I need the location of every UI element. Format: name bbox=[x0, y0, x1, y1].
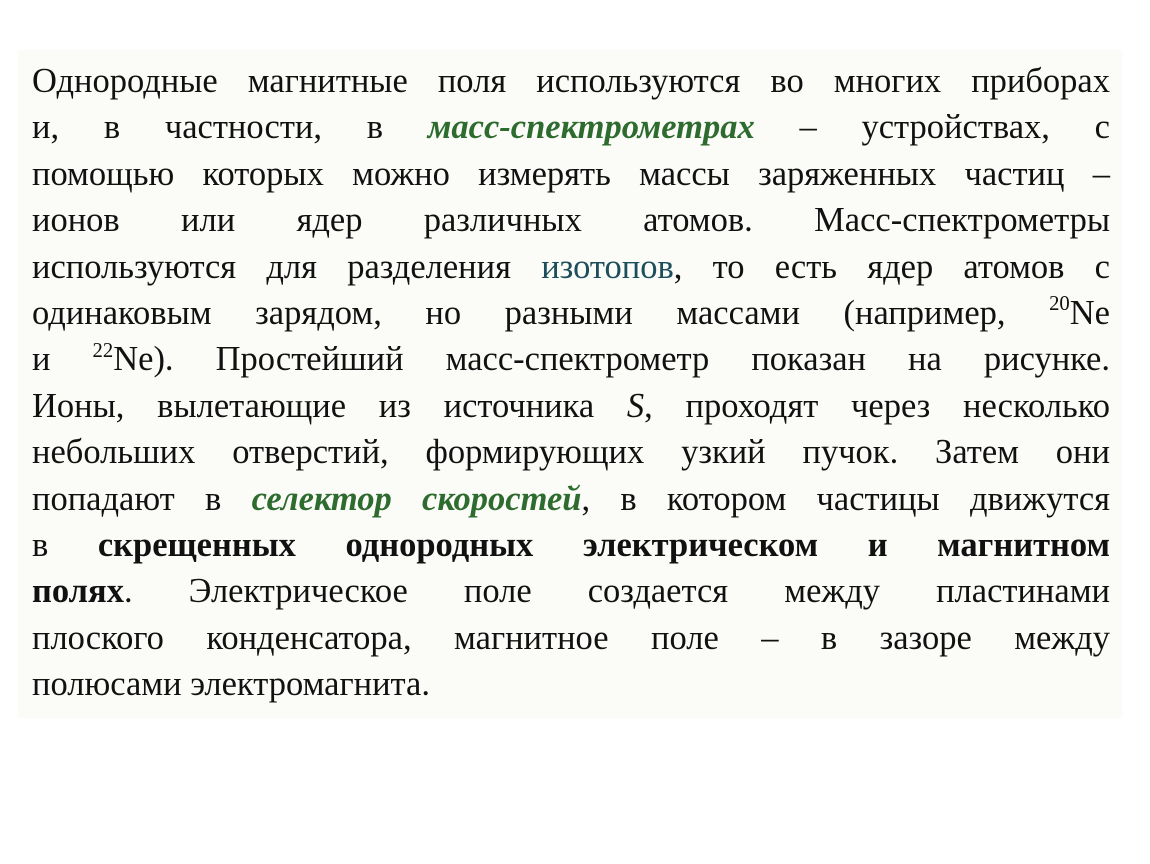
text-line bbox=[32, 244, 1110, 290]
text-line bbox=[32, 104, 1110, 150]
term-isotopes: изотопов bbox=[541, 247, 674, 286]
text-run: полюсами электромагнита. bbox=[32, 665, 430, 704]
text-line bbox=[32, 197, 1110, 243]
text-run: , проходят через несколько bbox=[644, 386, 1110, 425]
text-line bbox=[32, 661, 1110, 707]
text-line bbox=[32, 476, 1110, 522]
text-line bbox=[32, 336, 1110, 382]
body-paragraph bbox=[32, 58, 1110, 707]
text-run: в bbox=[32, 525, 98, 564]
text-line bbox=[32, 151, 1110, 197]
isotope-mass-number: 22 bbox=[92, 339, 114, 362]
text-run: попадают в bbox=[32, 479, 252, 518]
text-run: и bbox=[32, 340, 93, 379]
text-run: и, в частности, в bbox=[32, 108, 428, 147]
isotope-mass-number: 20 bbox=[1049, 293, 1070, 316]
term-mass-spectrometers: масс-спектрометрах bbox=[427, 108, 755, 147]
crossed-fields-phrase-end: полях bbox=[32, 572, 124, 611]
crossed-fields-phrase: скрещенных однородных электрическом и магнитном bbox=[97, 525, 1110, 564]
text-run: плоского конденсатора, магнитное поле – в зазоре между bbox=[32, 618, 1110, 657]
text-line bbox=[32, 429, 1110, 475]
text-run: Однородные магнитные поля используются во многих приборах bbox=[32, 62, 1110, 100]
text-line bbox=[32, 290, 1110, 336]
text-run: . Электрическое поле создается между пластинами bbox=[123, 572, 1110, 611]
text-line bbox=[32, 568, 1110, 614]
text-run: Ne bbox=[1069, 293, 1110, 332]
text-run: , в котором частицы движутся bbox=[581, 479, 1111, 518]
text-line bbox=[32, 383, 1110, 429]
text-run: небольших отверстий, формирующих узкий пучок. Затем они bbox=[32, 433, 1110, 472]
term-velocity-selector: селектор скоростей bbox=[251, 479, 582, 518]
text-run: Ne). Простейший масс-спектрометр показан на рисунке. bbox=[113, 340, 1110, 379]
text-run: помощью которых можно измерять массы заряженных частиц – bbox=[32, 154, 1110, 193]
text-run: ионов или ядер различных атомов. Масс-спектрометры bbox=[32, 201, 1110, 240]
text-run: , то есть ядер атомов с bbox=[673, 247, 1110, 286]
text-line bbox=[32, 615, 1110, 661]
text-run: одинаковым зарядом, но разными массами (например, bbox=[32, 293, 1050, 332]
text-run: Ионы, вылетающие из источника bbox=[32, 386, 627, 425]
text-line bbox=[32, 522, 1110, 568]
text-run: используются для разделения bbox=[32, 247, 542, 286]
source-symbol: S bbox=[626, 386, 645, 425]
text-run: – устройствах, с bbox=[754, 108, 1110, 147]
text-line bbox=[32, 58, 1110, 104]
